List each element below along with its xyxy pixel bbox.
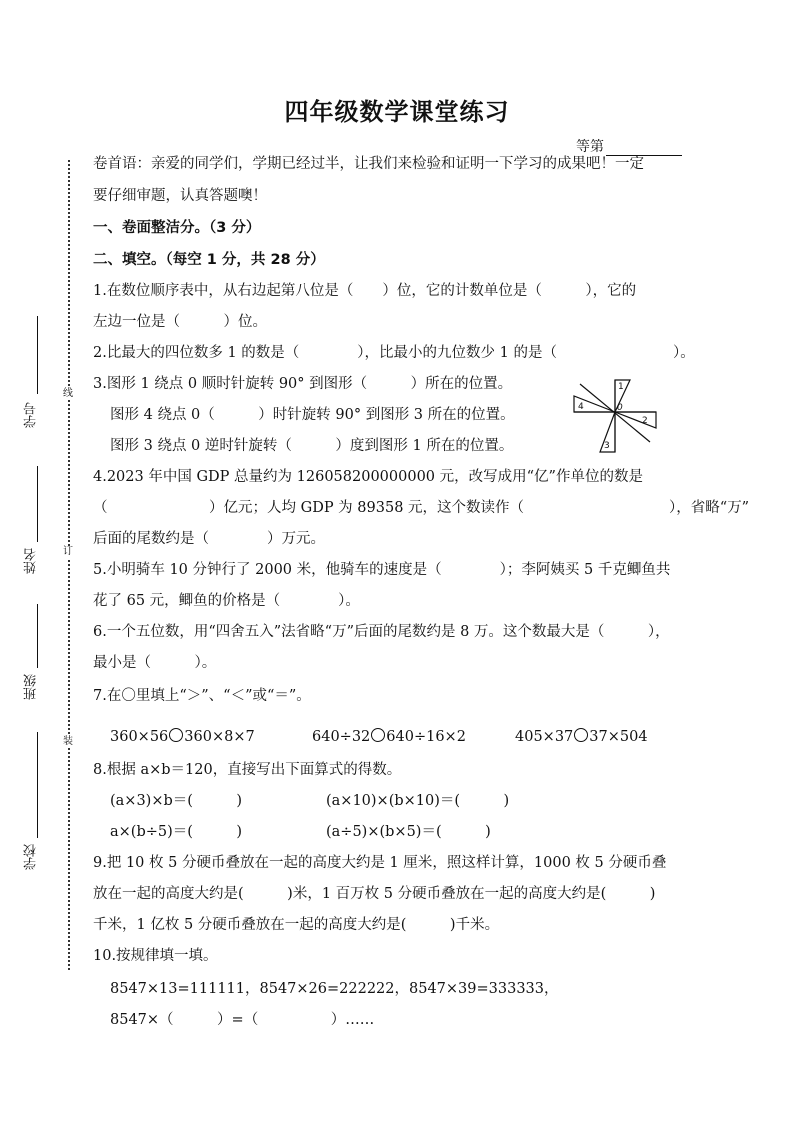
q10-line-1: 8547×13=111111，8547×26=222222，8547×39=333333， [110,981,559,997]
school-label: 学校 [24,844,39,870]
q7-item-3-right: 37×504 [589,729,648,745]
school-blank[interactable] [37,732,38,838]
q10-line-2: 8547×（ ）=（ ）…… [110,1012,375,1028]
binding-dotted-line [68,160,70,970]
q4-line-2: （ ）亿元；人均 GDP 为 89358 元，这个数读作（ ），省略“万” [93,500,750,516]
intro-line-1: 卷首语：亲爱的同学们，学期已经过半，让我们来检验和证明一下学习的成果吧！一定 [93,156,644,172]
q3-line-3: 图形 3 绕点 0 逆时针旋转（ ）度到图形 1 所在的位置。 [110,438,514,454]
q8-item-4: (a÷5)×(b×5)＝( ) [326,824,491,840]
section-2-heading: 二、填空。（每空 1 分，共 28 分） [93,252,325,268]
q2: 2.比最大的四位数多 1 的数是（ ），比最小的九位数少 1 的是（ ）。 [93,345,695,361]
q3-line-2: 图形 4 绕点 0（ ）时针旋转 90° 到图形 3 所在的位置。 [110,407,515,423]
q9-line-2: 放在一起的高度大约是( )米，1 百万枚 5 分硬币叠放在一起的高度大约是( ) [93,886,656,902]
q8-item-1: (a×3)×b＝( ) [110,793,243,809]
class-blank[interactable] [37,604,38,668]
figure-label-o: 0 [617,403,623,413]
q7-item-3 [515,727,648,747]
figure-label-3: 3 [604,441,610,451]
q7-item-2-right: 640÷16×2 [386,729,466,745]
compare-circle-3[interactable] [574,728,588,742]
bind-char-zhuang: 装 [63,736,73,747]
q7-item-1-right: 360×8×7 [184,729,255,745]
student-name-label: 姓名 [24,548,39,574]
compare-circle-1[interactable] [169,728,183,742]
q3-line-1: 3.图形 1 绕点 0 顺时针旋转 90° 到图形（ ）所在的位置。 [93,376,513,392]
bind-char-ding: 订 [63,546,73,557]
figure-2-shape [615,412,656,428]
q8-prompt: 8.根据 a×b＝120，直接写出下面算式的得数。 [93,762,402,778]
q5-line-1: 5.小明骑车 10 分钟行了 2000 米，他骑车的速度是（ ）；李阿姨买 5 千克鲫鱼共 [93,562,671,578]
figure-label-4: 4 [578,402,584,412]
q4-line-3: 后面的尾数约是（ ）万元。 [93,531,325,547]
rotation-figure [570,376,660,456]
q9-line-3: 千米，1 亿枚 5 分硬币叠放在一起的高度大约是( )千米。 [93,917,500,933]
q7-item-3-left: 405×37 [515,729,574,745]
grade-label: 等第 [576,139,604,155]
q6-line-1: 6.一个五位数，用“四舍五入”法省略“万”后面的尾数约是 8 万。这个数最大是（ ）， [93,624,670,640]
q6-line-2: 最小是（ ）。 [93,655,217,671]
q7-item-1-left: 360×56 [110,729,169,745]
q7-item-2 [312,727,466,747]
grade-field [576,136,682,156]
q1-line-2: 左边一位是（ ）位。 [93,314,267,330]
bind-char-xian: 线 [63,388,73,399]
section-1-heading: 一、卷面整洁分。（3 分） [93,220,261,236]
q1-line-1: 1.在数位顺序表中，从右边起第八位是（ ）位，它的计数单位是（ ），它的 [93,283,637,299]
q10-prompt: 10.按规律填一填。 [93,948,218,964]
student-number-blank[interactable] [37,316,38,394]
student-name-blank[interactable] [37,466,38,542]
compare-circle-2[interactable] [371,728,385,742]
q8-item-3: a×(b÷5)＝( ) [110,824,243,840]
q4-line-1: 4.2023 年中国 GDP 总量约为 126058200000000 元，改写成用“亿”作单位的数是 [93,469,643,485]
q7-item-1 [110,727,255,747]
figure-label-1: 1 [618,382,624,392]
q8-item-2: (a×10)×(b×10)＝( ) [326,793,510,809]
q7-prompt: 7.在〇里填上“＞”、“＜”或“＝”。 [93,688,311,704]
q7-item-2-left: 640÷32 [312,729,371,745]
q9-line-1: 9.把 10 枚 5 分硬币叠放在一起的高度大约是 1 厘米，照这样计算，1000 枚 5 分硬币叠 [93,855,667,871]
q5-line-2: 花了 65 元，鲫鱼的价格是（ ）。 [93,593,360,609]
student-number-label: 学号 [24,402,39,428]
page-title: 四年级数学课堂练习 [284,97,510,126]
figure-label-2: 2 [642,416,648,426]
class-label: 班级 [24,674,39,700]
intro-line-2: 要仔细审题，认真答题噢！ [93,188,267,204]
